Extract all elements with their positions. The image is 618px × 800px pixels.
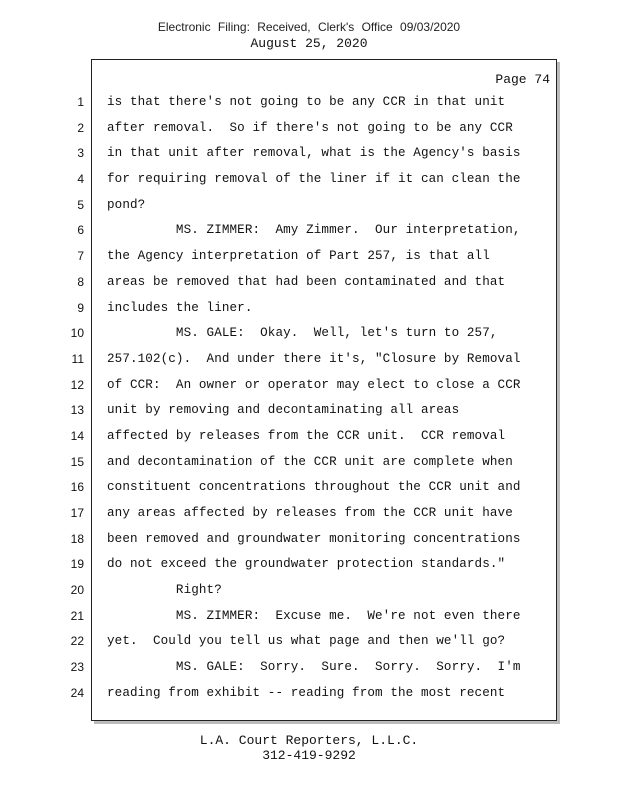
line-number: 4 — [77, 172, 84, 187]
line-number: 21 — [70, 608, 84, 623]
transcript-line — [0, 373, 618, 399]
line-text: for requiring removal of the liner if it can clean the — [107, 172, 521, 187]
line-text: affected by releases from the CCR unit. CCR removal — [107, 428, 506, 443]
line-number: 7 — [77, 249, 84, 264]
line-number: 2 — [77, 120, 84, 135]
transcript-date: August 25, 2020 — [250, 36, 368, 51]
transcript-line — [0, 681, 618, 707]
line-number: 24 — [70, 685, 84, 700]
transcript-line — [0, 475, 618, 501]
page-number: Page 74 — [495, 72, 550, 87]
transcript-line — [0, 604, 618, 630]
transcript-line — [0, 424, 618, 450]
transcript-line — [0, 629, 618, 655]
line-text: pond? — [107, 197, 146, 212]
line-number: 6 — [77, 223, 84, 238]
line-number: 5 — [77, 197, 84, 212]
line-number: 17 — [70, 506, 84, 520]
transcript-line — [0, 501, 618, 527]
transcript-line — [0, 141, 618, 167]
line-number: 22 — [70, 634, 84, 649]
line-number: 19 — [70, 557, 84, 572]
line-text: and decontamination of the CCR unit are complete when — [107, 454, 513, 469]
transcript-line — [0, 398, 618, 424]
transcript-line — [0, 218, 618, 244]
line-text: of CCR: An owner or operator may elect to close a CCR — [107, 377, 521, 392]
line-text: constituent concentrations throughout the CCR unit and — [107, 480, 521, 495]
line-text: is that there's not going to be any CCR in that unit — [107, 95, 506, 109]
transcript-line — [0, 193, 618, 219]
line-text: been removed and groundwater monitoring concentrations — [107, 531, 521, 546]
reporter-company: L.A. Court Reporters, L.L.C. — [199, 733, 419, 748]
transcript-line — [0, 90, 618, 116]
line-number: 9 — [77, 300, 84, 315]
line-number: 1 — [77, 95, 84, 109]
reporter-phone: 312-419-9292 — [262, 748, 356, 763]
transcript-line — [0, 321, 618, 347]
transcript-line — [0, 244, 618, 270]
transcript-line — [0, 655, 618, 681]
line-number: 23 — [70, 660, 84, 675]
transcript-line — [0, 527, 618, 553]
transcript-line — [0, 296, 618, 322]
line-text: any areas affected by releases from the CCR unit have — [107, 506, 513, 520]
line-text: includes the liner. — [107, 300, 253, 315]
line-number: 13 — [70, 403, 84, 418]
line-number: 20 — [70, 583, 84, 598]
line-text: reading from exhibit -- reading from the most recent — [107, 685, 506, 700]
line-number: 8 — [77, 274, 84, 289]
line-text: unit by removing and decontaminating all areas — [107, 403, 460, 418]
transcript-lines — [0, 90, 618, 707]
line-text: do not exceed the groundwater protection standards." — [107, 557, 506, 572]
line-number: 15 — [70, 454, 84, 469]
line-text: MS. GALE: Sorry. Sure. Sorry. Sorry. I'm — [107, 660, 521, 675]
filing-stamp: Electronic Filing: Received, Clerk's Office 09/03/2020 — [157, 20, 461, 34]
line-text: 257.102(c). And under there it's, "Closure by Removal — [107, 351, 521, 366]
transcript-line — [0, 167, 618, 193]
line-number: 16 — [70, 480, 84, 495]
transcript-line — [0, 116, 618, 142]
line-number: 3 — [77, 146, 84, 161]
line-number: 18 — [70, 531, 84, 546]
transcript-line — [0, 450, 618, 476]
transcript-line — [0, 347, 618, 373]
transcript-line — [0, 578, 618, 604]
line-text: MS. ZIMMER: Excuse me. We're not even there — [107, 608, 521, 623]
line-number: 11 — [71, 351, 84, 366]
line-text: MS. GALE: Okay. Well, let's turn to 257, — [107, 326, 498, 341]
line-text: after removal. So if there's not going to be any CCR — [107, 120, 513, 135]
line-text: Right? — [107, 583, 222, 598]
page-footer — [0, 733, 618, 763]
transcript-line — [0, 270, 618, 296]
line-text: in that unit after removal, what is the Agency's basis — [107, 146, 521, 161]
line-number: 14 — [70, 428, 84, 443]
line-text: the Agency interpretation of Part 257, is that all — [107, 249, 490, 264]
transcript-line — [0, 552, 618, 578]
line-text: yet. Could you tell us what page and then we'll go? — [107, 634, 506, 649]
line-text: MS. ZIMMER: Amy Zimmer. Our interpretation, — [107, 223, 521, 238]
line-number: 12 — [70, 377, 84, 392]
line-number: 10 — [70, 326, 84, 341]
line-text: areas be removed that had been contaminated and that — [107, 274, 506, 289]
